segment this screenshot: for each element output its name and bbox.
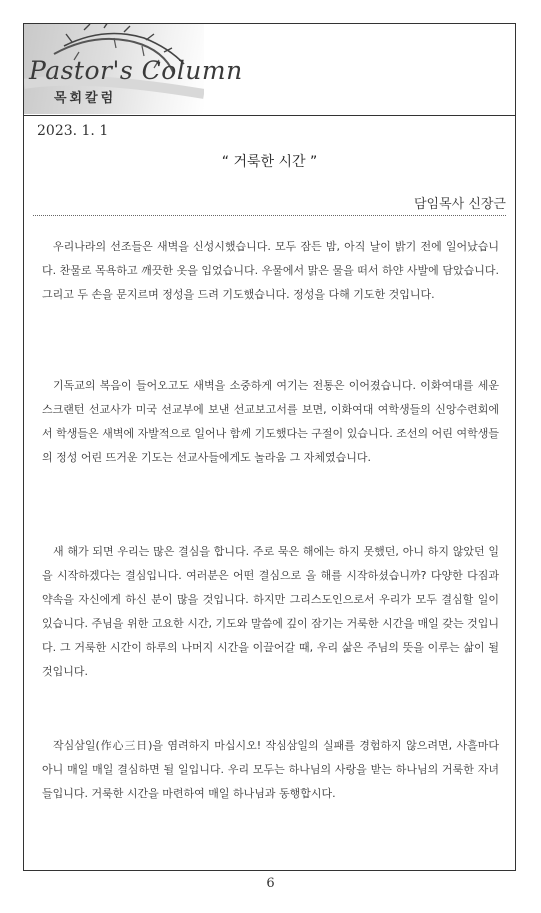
column-title: Pastor's Column xyxy=(29,56,243,85)
article-paragraph: 우리나라의 선조들은 새벽을 신성시했습니다. 모두 잠든 밤, 아직 날이 밝기 전에 일어났습니다. 찬물로 목욕하고 깨끗한 옷을 입었습니다. 우물에서 맑은 물을 떠서 하얀 사발에 담았습니다. 그리고 두 손을 문지르며 정성을 드려 기도했습니다. 정성을 다해 기도한 것입니다. xyxy=(42,240,499,301)
article-title: “ 거룩한 시간 ” xyxy=(221,154,318,170)
article-paragraph: 새 해가 되면 우리는 많은 결심을 합니다. 주로 묵은 해에는 하지 못했던, 아니 하지 않았던 일을 시작하겠다는 결심입니다. 여러분은 어떤 결심으로 올 해를 시작하셨습니까? 다양한 다짐과 약속을 자신에게 하신 분이 많을 것입니다. 하지만 그리스도인으로서 우리가 모두 결심할 일이 있습니다. 주님을 위한 고요한 시간, 기도와 말씀에 깊이 잠기는 거룩한 시간을 매일 갖는 것입니다. 그 거룩한 시간이 하루의 나머지 시간을 이끌어갈 때, 우리 삶은 주님의 뜻을 이루는 삶이 될 것입니다. xyxy=(42,545,499,678)
page-frame xyxy=(23,23,516,871)
column-header xyxy=(24,24,515,116)
column-subtitle: 목회칼럼 xyxy=(54,91,117,106)
dotted-divider xyxy=(33,215,506,216)
article-author: 담임목사 신장근 xyxy=(413,197,506,212)
article-paragraph: 작심삼일(作心三日)을 염려하지 마십시오! 작심삼일의 실패를 경험하지 않으려면, 사흘마다 아니 매일 매일 결심하면 될 일입니다. 우리 모두는 하나님의 사랑을 받는 하나님의 거룩한 자녀들입니다. 거룩한 시간을 마련하여 매일 하나님과 동행합시다. xyxy=(42,739,499,800)
publication-date: 2023. 1. 1 xyxy=(37,123,109,139)
article-paragraph: 기독교의 복음이 들어오고도 새벽을 소중하게 여기는 전통은 이어졌습니다. 이화여대를 세운 스크랜턴 선교사가 미국 선교부에 보낸 선교보고서를 보면, 이화여대 여학생들의 신앙수련회에서 학생들은 새벽에 자발적으로 일어나 함께 기도했다는 구절이 있습니다. 조선의 어린 여학생들의 정성 어린 뜨거운 기도는 선교사들에게도 놀라움 그 자체였습니다. xyxy=(42,379,499,464)
page-number: 6 xyxy=(266,876,275,891)
